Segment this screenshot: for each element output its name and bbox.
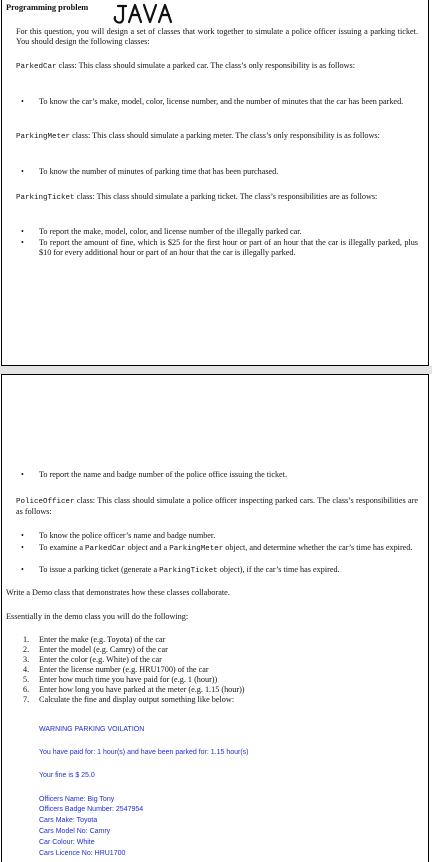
b2-code-parkedcar: ParkedCar [85, 545, 126, 553]
b3-text-2: object), if the car’s time has expired. [217, 565, 340, 574]
output-car-make: Cars Make: Toyota [39, 817, 98, 824]
b3-code-parkingticket: ParkingTicket [159, 567, 218, 575]
intro-paragraph: For this question, you will design a set of classes that work together to simulate a police officer issuing a parking ticket. You should design the following classes: [16, 27, 418, 46]
output-car-licence: Cars Licence No: HRU1700 [39, 850, 126, 857]
parkedcar-description [16, 61, 418, 72]
policeofficer-bullet-3 [39, 565, 340, 576]
b2-text-2: object and a [125, 543, 170, 552]
bullet-icon: • [21, 238, 24, 247]
output-badge-number: Officers Badge Number: 2547954 [39, 806, 144, 813]
bullet-icon: • [21, 227, 24, 236]
step-number: 2. [23, 645, 30, 654]
parkingmeter-bullet-1: To know the number of minutes of parking time that has been purchased. [39, 167, 279, 176]
parkingmeter-class-name: ParkingMeter [16, 133, 71, 141]
bullet-icon: • [21, 167, 24, 176]
parkingticket-bullet-3: To report the name and badge number of the police office issuing the ticket. [39, 470, 288, 479]
step-1: Enter the make (e.g. Toyota) of the car [39, 635, 166, 644]
step-5: Enter how much time you have paid for (e.g. 1 (hour)) [39, 675, 218, 684]
page-heading: Programming problem [6, 3, 89, 12]
step-3: Enter the color (e.g. White) of the car [39, 655, 162, 664]
policeofficer-bullet-2 [39, 543, 418, 554]
output-car-model: Cars Model No: Camry [39, 828, 111, 835]
parkingmeter-desc-text: class: This class should simulate a parking meter. The class’s only responsibility is as follows: [70, 131, 380, 140]
step-4: Enter the license number (e.g. HRU1700) of the car [39, 665, 209, 674]
step-2: Enter the model (e.g. Camry) of the car [39, 645, 168, 654]
output-paid-line: You have paid for: 1 hour(s) and have been parked for: 1.15 hour(s) [39, 749, 249, 756]
parkingticket-desc-text: class: This class should simulate a parking ticket. The class’s responsibilities are as follows: [74, 192, 378, 201]
step-7: Calculate the fine and display output something like below: [39, 695, 235, 704]
output-officer-name: Officers Name: Big Tony [39, 796, 115, 803]
output-car-colour: Car Colour: White [39, 839, 95, 846]
handwritten-java-annotation [2, 0, 430, 30]
parkingmeter-description [16, 131, 418, 142]
demo-instruction: Write a Demo class that demonstrates how these classes collaborate. [6, 588, 230, 597]
policeofficer-description [16, 496, 418, 517]
b2-text-3: object, and determine whether the car’s time has expired. [223, 543, 413, 552]
step-6: Enter how long you have parked at the meter (e.g. 1.15 (hour)) [39, 685, 245, 694]
policeofficer-bullet-1: To know the police officer’s name and badge number. [39, 531, 216, 540]
essentially-line: Essentially in the demo class you will do the following: [6, 612, 189, 621]
b2-code-parkingmeter: ParkingMeter [169, 545, 224, 553]
policeofficer-desc-text: class: This class should simulate a police officer inspecting parked cars. The class’s responsibilities are as follows: [16, 496, 418, 516]
document-page-2 [1, 374, 429, 862]
bullet-icon: • [21, 470, 24, 479]
parkedcar-bullet-1: To know the car’s make, model, color, license number, and the number of minutes that the car has been parked. [39, 97, 404, 106]
step-number: 7. [23, 695, 30, 704]
page-separator [0, 366, 432, 374]
document-page-1 [1, 0, 429, 366]
parkingticket-description [16, 192, 418, 203]
step-number: 4. [23, 665, 30, 674]
parkingticket-class-name: ParkingTicket [16, 194, 75, 202]
output-warning: WARNING PARKING VOILATION [39, 726, 145, 733]
parkedcar-desc-text: class: This class should simulate a parked car. The class’s only responsibility is as follows: [56, 61, 356, 70]
step-number: 1. [23, 635, 30, 644]
step-number: 5. [23, 675, 30, 684]
bullet-icon: • [21, 543, 24, 552]
step-number: 6. [23, 685, 30, 694]
bullet-icon: • [21, 97, 24, 106]
parkingticket-bullet-1: To report the make, model, color, and license number of the illegally parked car. [39, 227, 302, 236]
output-fine: Your fine is $ 25.0 [39, 772, 95, 779]
b2-text-1: To examine a [39, 543, 86, 552]
policeofficer-class-name: PoliceOfficer [16, 498, 75, 506]
b3-text-1: To issue a parking ticket (generate a [39, 565, 160, 574]
step-number: 3. [23, 655, 30, 664]
parkedcar-class-name: ParkedCar [16, 63, 57, 71]
bullet-icon: • [21, 565, 24, 574]
bullet-icon: • [21, 531, 24, 540]
parkingticket-bullet-2: To report the amount of fine, which is $25 for the first hour or part of an hour that the car is illegally parked, plus $10 for every additional hour or part of an hour that the car is illegally parked. [39, 238, 418, 257]
